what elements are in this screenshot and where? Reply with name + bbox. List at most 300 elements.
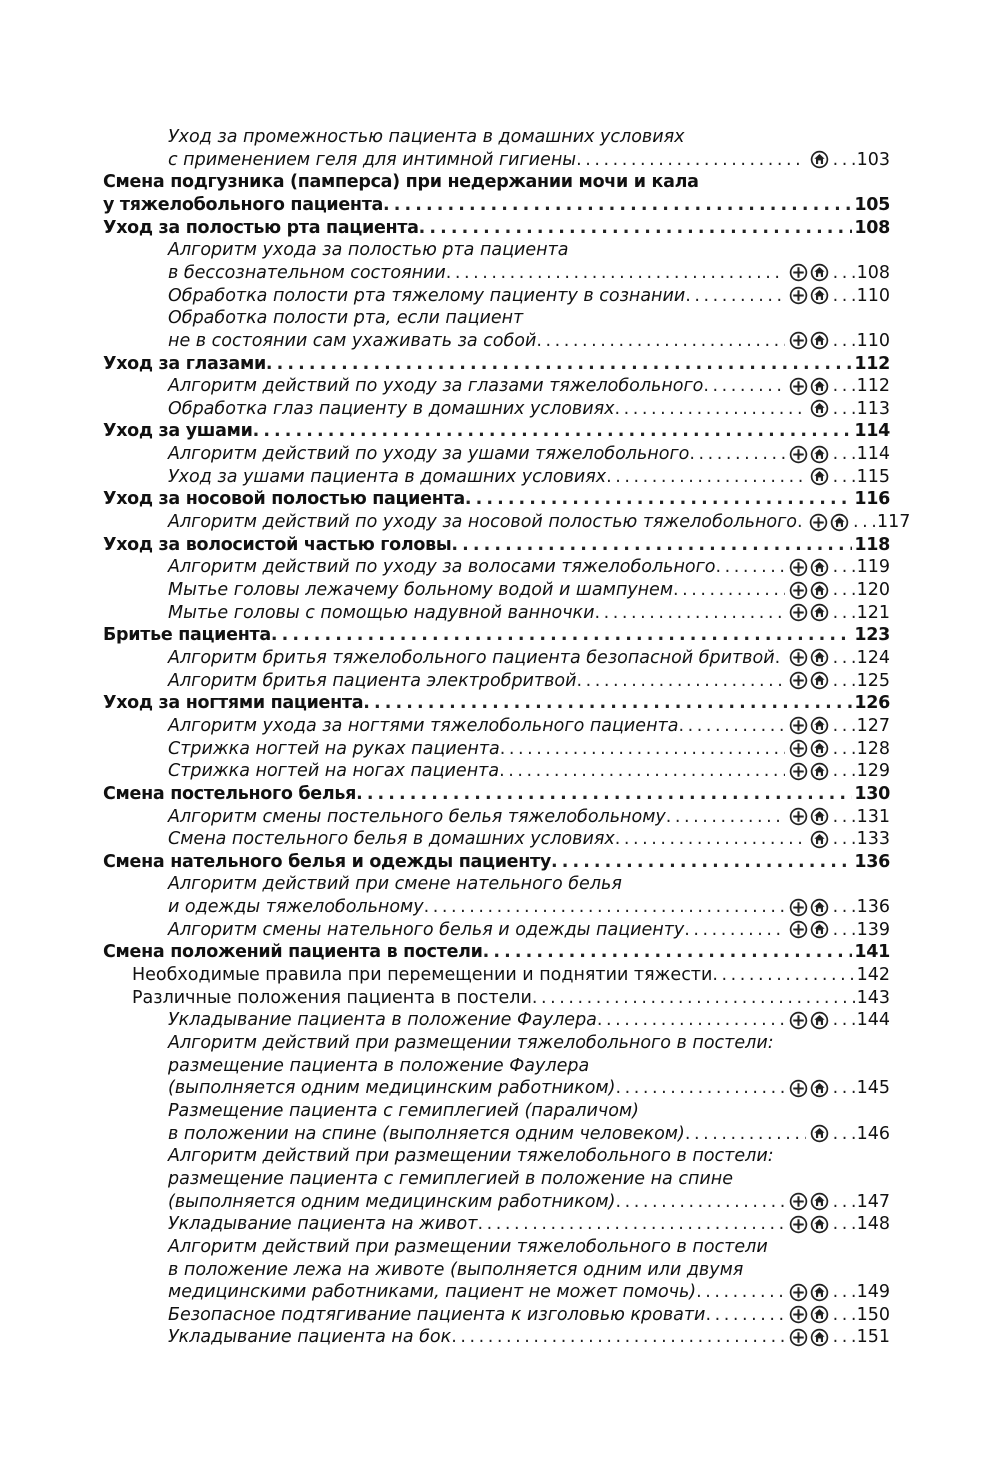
toc-page-number: 149 [856,1282,890,1303]
home-circle-icon [810,286,829,305]
toc-entry-row [168,806,890,828]
home-circle-icon [810,807,829,826]
toc-entry-icons [789,1191,829,1213]
dot-leader [775,647,785,669]
home-circle-icon [810,1305,829,1324]
toc-entry-title: Мытье головы лежачему больному водой и шампунем [168,580,674,600]
plus-circle-icon [789,648,808,667]
home-circle-icon [810,898,829,917]
toc-entry-row [168,375,890,397]
toc-section-row [103,783,890,805]
toc-entry-title: Различные положения пациента в постели [132,987,532,1008]
dot-leader [833,466,855,488]
toc-page-number: 129 [856,761,890,782]
toc-entry-icons [789,1304,829,1326]
toc-entry-title: Алгоритм действий по уходу за ушами тяжелобольного [168,444,690,465]
plus-circle-icon [789,716,808,735]
dot-leader [833,919,855,941]
dot-leader [615,398,806,420]
toc-entry-icons [810,466,829,488]
toc-section-row [103,941,890,963]
plus-circle-icon [789,558,808,577]
toc-section-row [103,534,890,556]
toc-page-number: 139 [856,919,890,940]
toc-entry-row [168,511,911,533]
toc-entry-row [168,919,890,941]
toc-page-number: 131 [856,806,890,827]
toc-entry-row [168,738,890,760]
toc-entry-icons [789,806,829,828]
toc-page-number: 112 [854,353,890,374]
toc-entry-row [168,1009,890,1031]
plus-circle-icon [789,603,808,622]
toc-entry-row [132,964,890,986]
toc-entry-icons [789,760,829,782]
toc-page-number: 108 [854,217,890,238]
toc-section-row [103,692,890,714]
dot-leader [673,579,785,601]
dot-leader [833,1304,855,1326]
dot-leader [597,1009,785,1031]
toc-section-row [103,194,890,216]
dot-leader [833,330,855,352]
plus-circle-icon [789,377,808,396]
dot-leader [833,896,855,918]
plus-circle-icon [789,1079,808,1098]
dot-leader [833,1009,855,1031]
toc-entry-row [168,1259,743,1281]
toc-entry-title: Бритье пациента [103,625,271,646]
toc-section-row [103,851,890,873]
home-circle-icon [810,399,829,418]
plus-circle-icon [789,445,808,464]
toc-entry-row [168,149,890,171]
dot-leader [606,466,805,488]
plus-circle-icon [789,1283,808,1302]
toc-entry-title: Алгоритм действий при размещении тяжелобольного в постели: [168,1033,774,1053]
toc-entry-title: Уход за ушами [103,421,253,442]
dot-leader [833,715,855,737]
toc-entry-row [168,1236,768,1258]
plus-circle-icon [789,581,808,600]
plus-circle-icon [789,286,808,305]
dot-leader [833,556,855,578]
toc-page-number: 116 [854,489,890,510]
toc-page-number: 143 [856,987,890,1008]
toc-entry-title: Укладывание пациента на живот [168,1214,478,1235]
toc-page-number: 110 [856,330,890,351]
toc-entry-icons [789,285,829,307]
toc-entry-row [168,1123,890,1145]
toc-entry-title: в положении на спине (выполняется одним человеком) [168,1123,685,1144]
dot-leader [833,760,855,782]
toc-entry-title: Уход за волосистой частью головы [103,534,452,555]
toc-page-number: 151 [856,1327,890,1348]
home-circle-icon [810,1192,829,1211]
dot-leader [833,375,855,397]
toc-entry-title: Необходимые правила при перемещении и поднятии тяжести [132,965,713,985]
toc-entry-icons [789,330,829,352]
toc-entry-title: у тяжелобольного пациента [103,194,384,215]
home-circle-icon [810,716,829,735]
plus-circle-icon [789,1011,808,1030]
toc-page-number: 112 [856,376,890,397]
home-circle-icon [810,263,829,282]
toc-page-number: 115 [856,466,890,487]
toc-entry-icons [810,828,829,850]
dot-leader [833,398,855,420]
dot-leader [615,1191,784,1213]
dot-leader [551,851,852,873]
toc-entry-title: Смена положений пациента в постели [103,942,483,963]
dot-leader [833,149,855,171]
toc-entry-icons [789,1213,829,1235]
home-circle-icon [810,1011,829,1030]
toc-section-row [103,353,890,375]
dot-leader [253,420,853,442]
toc-page-number: 146 [856,1123,890,1144]
toc-page-number: 124 [856,647,890,668]
dot-leader [833,579,855,601]
dot-leader [833,1213,855,1235]
dot-leader [833,1326,855,1348]
toc-page-number: 148 [856,1214,890,1235]
toc-entry-title: Алгоритм действий при размещении тяжелобольного в постели [168,1236,768,1257]
plus-circle-icon [789,1192,808,1211]
toc-entry-title: Алгоритм действий при смене нательного белья [168,874,622,895]
dot-leader [703,375,784,397]
toc-section-row [103,624,890,646]
dot-leader [797,511,805,533]
toc-entry-title: медицинскими работниками, пациент не может помочь) [168,1282,697,1303]
dot-leader [833,647,855,669]
toc-page-number: 114 [854,421,890,442]
toc-entry-title: Смена постельного белья в домашних условиях [168,829,615,850]
dot-leader [712,964,854,986]
toc-entry-row [168,1077,890,1099]
dot-leader [363,692,852,714]
dot-leader [705,1304,784,1326]
toc-entry-icons [789,1281,829,1303]
dot-leader [451,1326,784,1348]
toc-entry-icons [810,149,829,171]
toc-entry-row [168,647,890,669]
home-circle-icon [810,739,829,758]
toc-page-number: 113 [856,398,890,419]
dot-leader [833,806,855,828]
toc-entry-row [168,828,890,850]
home-circle-icon [810,671,829,690]
toc-page-number: 120 [856,580,890,600]
dot-leader [615,1077,784,1099]
dot-leader [833,670,855,692]
plus-circle-icon [789,331,808,350]
toc-entry-title: Обработка глаз пациенту в домашних условиях [168,398,615,419]
toc-entry-title: Алгоритм бритья пациента электробритвой [168,670,577,691]
toc-page-number: 127 [856,715,890,736]
toc-entry-row [168,239,569,261]
toc-page-number: 103 [856,149,890,170]
toc-entry-row [168,1100,639,1122]
toc-entry-title: Уход за ногтями пациента [103,693,364,714]
toc-entry-title: (выполняется одним медицинским работником) [168,1191,616,1212]
toc-entry-title: Уход за носовой полостью пациента [103,489,465,510]
toc-entry-title: Смена подгузника (памперса) при недержании мочи и кала [103,172,699,193]
home-circle-icon [810,920,829,939]
toc-entry-icons [789,579,829,601]
toc-entry-title: Уход за полостью рта пациента [103,217,419,238]
toc-entry-title: Смена нательного белья и одежды пациенту [103,851,551,872]
toc-page-number: 136 [856,897,890,918]
dot-leader [833,262,855,284]
toc-entry-icons [789,1077,829,1099]
toc-page-number: 136 [854,851,890,872]
toc-entry-row [168,262,890,284]
toc-entry-title: Укладывание пациента на бок [168,1327,452,1348]
toc-entry-icons [789,1009,829,1031]
plus-circle-icon [789,807,808,826]
toc-entry-row [168,330,890,352]
toc-entry-title: с применением геля для интимной гигиены [168,149,577,170]
dot-leader [685,285,784,307]
dot-leader [833,1123,855,1145]
dot-leader [383,194,852,216]
toc-entry-row [168,307,523,329]
toc-entry-title: Алгоритм ухода за ногтями тяжелобольного пациента [168,715,679,736]
toc-entry-title: в положение лежа на животе (выполняется одним или двумя [168,1259,744,1280]
dot-leader [833,443,855,465]
home-circle-icon [810,1124,829,1143]
dot-leader [499,760,785,782]
toc-page-number: 123 [854,625,890,646]
toc-entry-title: Стрижка ногтей на руках пациента [168,738,500,759]
toc-entry-row [168,1281,890,1303]
toc-page-number: 126 [854,693,890,714]
toc-entry-row [168,285,890,307]
toc-entry-icons [809,511,849,533]
toc-entry-title: Уход за глазами [103,353,266,374]
dot-leader [356,783,852,805]
home-circle-icon [810,648,829,667]
toc-entry-row [168,715,890,737]
toc-page-number: 108 [856,262,890,283]
home-circle-icon [810,1283,829,1302]
toc-entry-title: Алгоритм смены нательного белья и одежды пациенту [168,919,685,940]
dot-leader [696,1281,784,1303]
dot-leader [271,624,853,646]
toc-entry-title: (выполняется одним медицинским работником) [168,1078,616,1099]
home-circle-icon [810,830,829,849]
toc-entry-title: Алгоритм смены постельного белья тяжелобольному [168,806,666,827]
toc-page-number: 118 [854,534,890,555]
plus-circle-icon [809,513,828,532]
plus-circle-icon [789,739,808,758]
toc-entry-row [168,670,890,692]
toc-page-number: 128 [856,738,890,759]
toc-entry-row [168,873,622,895]
home-circle-icon [810,331,829,350]
toc-entry-icons [789,919,829,941]
toc-entry-title: Смена постельного белья [103,783,357,804]
toc-entry-row [168,602,890,624]
home-circle-icon [810,1079,829,1098]
toc-page-number: 121 [856,602,890,623]
toc-entry-row [168,398,890,420]
toc-entry-title: Мытье головы с помощью надувной ванночки [168,602,595,623]
toc-page-number: 114 [856,444,890,465]
dot-leader [424,896,785,918]
dot-leader [536,330,784,352]
home-circle-icon [810,467,829,486]
toc-entry-title: размещение пациента в положение Фаулера [168,1055,590,1076]
toc-page-number: 110 [856,285,890,306]
toc-entry-row [168,760,890,782]
plus-circle-icon [789,1215,808,1234]
dot-leader [833,602,855,624]
dot-leader [716,556,785,578]
plus-circle-icon [789,920,808,939]
plus-circle-icon [789,898,808,917]
toc-entry-icons [789,896,829,918]
toc-page-number: 147 [856,1191,890,1212]
toc-entry-title: в бессознательном состоянии [168,262,446,283]
toc-page-number: 133 [856,829,890,850]
plus-circle-icon [789,263,808,282]
toc-entry-title: Алгоритм действий по уходу за глазами тяжелобольного [168,376,704,397]
dot-leader [666,806,785,828]
dot-leader [833,285,855,307]
plus-circle-icon [789,762,808,781]
dot-leader [833,1281,855,1303]
toc-page-number: 150 [856,1304,890,1325]
toc-page-number: 142 [856,965,890,985]
dot-leader [451,534,852,556]
dot-leader [577,670,785,692]
toc-entry-row [168,1213,890,1235]
dot-leader [532,987,855,1009]
toc-entry-title: Алгоритм бритья тяжелобольного пациента безопасной бритвой [168,647,775,668]
dot-leader [833,1077,855,1099]
toc-entry-title: и одежды тяжелобольному [168,897,424,918]
toc-entry-row [168,1055,589,1077]
toc-entry-title: Алгоритм действий по уходу за волосами тяжелобольного [168,557,716,578]
toc-entry-title: Размещение пациента с гемиплегией (параличом) [168,1100,639,1121]
home-circle-icon [830,513,849,532]
toc-entry-title: Алгоритм действий по уходу за носовой полостью тяжелобольного [168,512,798,532]
toc-page-number: 145 [856,1078,890,1099]
dot-leader [853,511,875,533]
toc-entry-icons [810,398,829,420]
toc-page-number: 144 [856,1010,890,1031]
toc-entry-row [168,466,890,488]
toc-entry-icons [789,262,829,284]
toc-entry-row [168,126,684,148]
toc-entry-icons [789,556,829,578]
home-circle-icon [810,1328,829,1347]
toc-entry-row [168,579,890,601]
toc-page-number: 105 [854,194,890,215]
dot-leader [446,262,785,284]
toc-entry-title: Обработка полости рта, если пациент [168,308,524,329]
toc-entry-row [132,987,890,1009]
toc-entry-icons [789,375,829,397]
home-circle-icon [810,1215,829,1234]
toc-entry-row [168,443,890,465]
dot-leader [266,353,852,375]
toc-entry-title: Безопасное подтягивание пациента к изголовью кровати [168,1304,706,1325]
home-circle-icon [810,603,829,622]
plus-circle-icon [789,1328,808,1347]
toc-page-number: 141 [854,942,890,963]
dot-leader [689,443,784,465]
toc-entry-title: не в состоянии сам ухаживать за собой [168,330,537,351]
toc-section-row [103,171,699,193]
toc-entry-title: Уход за промежностью пациента в домашних условиях [168,127,685,147]
toc-entry-row [168,1168,733,1190]
dot-leader [500,738,785,760]
toc-section-row [103,488,890,510]
plus-circle-icon [789,671,808,690]
toc-page-number: 125 [856,670,890,691]
toc-entry-row [168,556,890,578]
home-circle-icon [810,445,829,464]
toc-entry-icons [789,602,829,624]
dot-leader [477,1213,784,1235]
toc-entry-title: Уход за ушами пациента в домашних условиях [168,466,607,487]
home-circle-icon [810,377,829,396]
toc-entry-icons [810,1123,829,1145]
dot-leader [833,1191,855,1213]
dot-leader [465,488,853,510]
toc-entry-row [168,1326,890,1348]
toc-entry-icons [789,715,829,737]
dot-leader [595,602,785,624]
dot-leader [685,1123,806,1145]
toc-entry-icons [789,738,829,760]
dot-leader [684,919,784,941]
toc-entry-row [168,1032,774,1054]
toc-entry-title: Алгоритм ухода за полостью рта пациента [168,240,569,261]
toc-entry-row [168,1304,890,1326]
toc-entry-title: размещение пациента с гемиплегией в положение на спине [168,1168,733,1189]
toc-entry-icons [789,670,829,692]
dot-leader [833,738,855,760]
dot-leader [678,715,784,737]
dot-leader [419,217,853,239]
dot-leader [576,149,806,171]
toc-page-number: 117 [877,512,911,532]
dot-leader [615,828,806,850]
toc-entry-title: Укладывание пациента в положение Фаулера [168,1010,597,1031]
dot-leader [833,828,855,850]
toc-entry-title: Обработка полости рта тяжелому пациенту в сознании [168,285,686,306]
toc-page-number: 119 [856,557,890,578]
dot-leader [483,941,853,963]
toc-entry-icons [789,1326,829,1348]
toc-entry-icons [789,647,829,669]
home-circle-icon [810,581,829,600]
toc-entry-row [168,1191,890,1213]
home-circle-icon [810,762,829,781]
toc-entry-title: Алгоритм действий при размещении тяжелобольного в постели: [168,1146,774,1167]
toc-section-row [103,217,890,239]
toc-entry-icons [789,443,829,465]
toc-section-row [103,420,890,442]
toc-page-number: 130 [854,783,890,804]
toc-entry-row [168,1145,774,1167]
plus-circle-icon [789,1305,808,1324]
toc-entry-title: Стрижка ногтей на ногах пациента [168,761,500,782]
